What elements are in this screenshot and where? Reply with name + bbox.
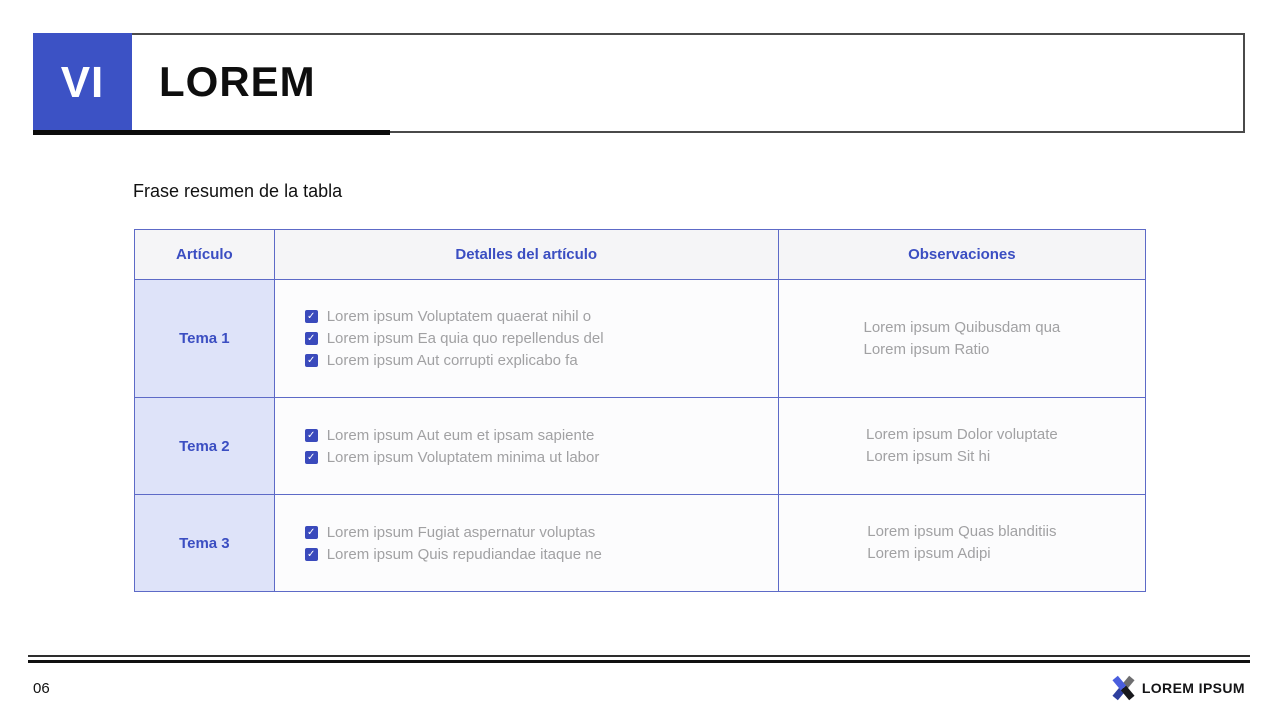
brand-name: LOREM IPSUM (1141, 680, 1245, 696)
summary-table (134, 229, 1146, 592)
checked-checkbox-icon: ✓ (305, 332, 318, 345)
observation-text: Lorem ipsum Dolor voluptate (865, 426, 1058, 443)
detail-item (305, 424, 600, 446)
table-row (135, 398, 1145, 495)
detail-item (305, 350, 604, 372)
checked-checkbox-icon: ✓ (305, 429, 318, 442)
observation-text: Lorem ipsum Ratio (863, 340, 990, 358)
detail-text: Lorem ipsum Voluptatem minima ut labor (326, 448, 600, 466)
detail-text: Lorem ipsum Quis repudiandae itaque ne (326, 545, 602, 563)
detail-item (305, 446, 600, 468)
observations-cell (779, 398, 1145, 495)
brand-footer (1113, 676, 1245, 700)
table-row (135, 280, 1145, 398)
checked-checkbox-icon: ✓ (305, 451, 318, 464)
topic-cell: Tema 2 (135, 398, 275, 495)
checked-checkbox-icon: ✓ (305, 310, 318, 323)
detail-text: Lorem ipsum Voluptatem quaerat nihil o (326, 308, 592, 325)
observation-text: Lorem ipsum Quas blanditiis (867, 523, 1057, 540)
detail-item (305, 521, 602, 543)
checked-checkbox-icon: ✓ (305, 526, 318, 539)
topic-cell: Tema 1 (135, 280, 275, 398)
title-underline (33, 130, 390, 135)
detail-text: Lorem ipsum Aut eum et ipsam sapiente (326, 426, 595, 444)
observation-text: Lorem ipsum Adipi (867, 545, 991, 562)
page-title: LOREM (159, 58, 316, 105)
column-header-observaciones: Observaciones (779, 230, 1145, 280)
checked-checkbox-icon: ✓ (305, 548, 318, 561)
observation-text: Lorem ipsum Sit hi (865, 448, 991, 465)
section-number-badge (33, 33, 132, 133)
detail-text: Lorem ipsum Ea quia quo repellendus del (326, 330, 604, 347)
page-number: 06 (33, 680, 50, 697)
detail-item (305, 306, 604, 328)
detail-text: Lorem ipsum Aut corrupti explicabo fa (326, 352, 578, 369)
footer-divider-thin (28, 655, 1250, 657)
checked-checkbox-icon: ✓ (305, 354, 318, 367)
column-header-detalles: Detalles del artículo (275, 230, 779, 280)
footer-divider-thick (28, 660, 1250, 663)
x-brand-mark-icon (1113, 676, 1135, 700)
table-summary-caption: Frase resumen de la tabla (133, 181, 343, 201)
details-cell (275, 280, 779, 398)
observation-text: Lorem ipsum Quibusdam qua (863, 318, 1061, 336)
observations-cell (779, 495, 1145, 591)
observations-cell (779, 280, 1145, 398)
detail-text: Lorem ipsum Fugiat aspernatur voluptas (326, 523, 596, 541)
column-header-articulo: Artículo (135, 230, 275, 280)
table-header-row (135, 230, 1145, 280)
details-cell (275, 398, 779, 495)
topic-cell: Tema 3 (135, 495, 275, 591)
detail-item (305, 543, 602, 565)
table-row (135, 495, 1145, 591)
section-number: VI (60, 58, 105, 107)
details-cell (275, 495, 779, 591)
detail-item (305, 328, 604, 350)
